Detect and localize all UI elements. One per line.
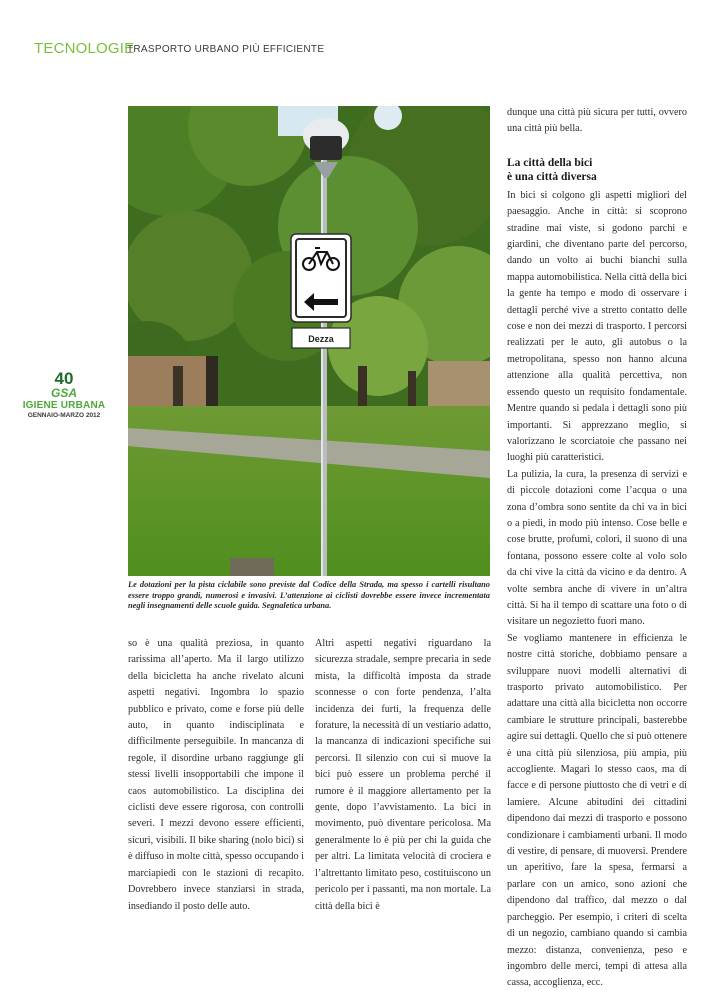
subheading-line-2: è una città diversa — [507, 170, 597, 183]
body-paragraph: In bici si colgono gli aspetti migliori del paesaggio. Anche in città: si scoprono stradine mai viste, si godono parchi e giardini, che diventano parte del percorso, dando un volto ai buchi bianchi sulla mappa automobilistica. Nella città della bici la gente ha tempo e modo di osservare i dettagli perché vive a stretto contatto delle cose e non dei mezzi di trasporto. I percorsi realizzati per le auto, gli autobus o la metropolitana, spesso non hanno alcuna attenzione alla qualità percettiva, non essendo questo un requisito fondamentale. Mentre quando si pedala i dettagli sono più importanti. Si apprezzano meglio, si valorizzano le scorciatoie che passano nei luoghi più caratteristici. — [507, 189, 687, 464]
body-paragraph: Se vogliamo mantenere in efficienza le nostre città storiche, dobbiamo pensare a sviluppare nuovi modelli alternativi di trasporto privato automobilistico. Per adattare una città alla bicicletta non occorre cambiare le strutture principali, basterebbe agire sui dettagli. Quello che si può ottenere è una città più silenziosa, più ampia, più accogliente. Magari lo stesso caos, ma di facce e di persone piuttosto che di vetri e di lamiere. Alcune abitudini dei cittadini dipendono dai mezzi di trasporto e possono condizionare i cambiamenti urbani. Il modo di vestire, di pensare, di muoversi. Prendere un aperitivo, fare la spesa, fermarsi a parlare con un amico, sono azioni che dipendono dal traffico, dal mezzo o dal parcheggio. Per esempio, i criteri di scelta di un negozio, cambiano quando si cambia mezzo: distanza, convenienza, peso e ingombro delle merci, tempi di attesa alla cassa, accoglienza, ecc. — [507, 632, 687, 989]
article-title: TRASPORTO URBANO PIÙ EFFICIENTE — [127, 44, 325, 55]
page-number: 40 — [54, 369, 74, 388]
body-paragraph: Altri aspetti negativi riguardano la sicurezza stradale, sempre precaria in sede mista, la difficoltà imposta da strade sconnesse o con forte pendenza, l’alta incidenza dei furti, la frequenza delle forature, la necessità di un vestiario adatto, la mancanza di indicazioni specifiche sui percorsi. Il silenzio con cui si muove la bici può essere un problema perché il rumore è il maggiore allertamento per la gente, dopo l’avvistamento. La bici in movimento, può diventare pericolosa. Ma generalmente lo è più per chi la guida che per altri. La limitata velocità di crociera e l’altrettanto limitato peso, costituiscono un pericolo per i passanti, ma non mortale. La città della bici è — [315, 638, 491, 912]
park-bike-sign-photo — [128, 106, 490, 576]
body-paragraph: La pulizia, la cura, la presenza di servizi e di piccole dotazioni come l’acqua o una zona d’ombra sono sentite da chi va in bici o a piedi, in modo più intenso. Cose belle e cose brutte, profumi, colori, il suono di una fontana, possono essere colte al volo solo da chi vive la città da vicino e da dentro. A volte sembra anche di vivere in un’altra città. Si ha il tempo di scattare una foto o di visitare un negozietto fuori mano. — [507, 468, 687, 628]
issue-date: GENNAIO-MARZO 2012 — [27, 412, 101, 419]
magazine-brand — [8, 370, 120, 420]
body-paragraph: dunque una città più sicura per tutti, ovvero una città più bella. — [507, 107, 687, 135]
text-column-1 — [128, 636, 304, 915]
section-label: TECNOLOGIE — [34, 40, 135, 57]
body-paragraph: so è una qualità preziosa, in quanto rarissima all’aperto. Ma il largo utilizzo della bicicletta ha anche rivelato alcuni aspetti negativi. Ingombra lo spazio pubblico e privato, come e forse più delle auto, in quanto indisciplinata e difficilmente perseguibile. In mancanza di regole, il disordine urbano raggiunge gli stessi livelli insopportabili che impone il caos automobilistico. La disciplina dei ciclisti deve essere rigorosa, con controlli severi. I mezzi devono essere efficienti, sicuri, visibili. Il bike sharing (nolo bici) si è diffuso in molte città, spesso occupando i marciapiedi con le stazioni di recapito. Dovrebbero invece stanziarsi in strada, insediando il posto delle auto. — [128, 638, 304, 912]
subheading-line-1: La città della bici — [507, 156, 593, 169]
gsa-logo: GSA — [50, 386, 77, 400]
street-name-plate: Dezza — [308, 334, 334, 344]
photo-caption: Le dotazioni per la pista ciclabile sono previste dal Codice della Strada, ma spesso i cartelli risultano essere troppo grandi, numerosi e invasivi. L’attenzione ai ciclisti dovrebbe essere invece incrementata negli insegnamenti delle scuole guida. Segnaletica urbana. — [128, 580, 490, 611]
text-column-3 — [507, 105, 687, 992]
magazine-name: IGIENE URBANA — [22, 400, 106, 411]
subheading — [507, 156, 687, 184]
text-column-2 — [315, 636, 491, 915]
